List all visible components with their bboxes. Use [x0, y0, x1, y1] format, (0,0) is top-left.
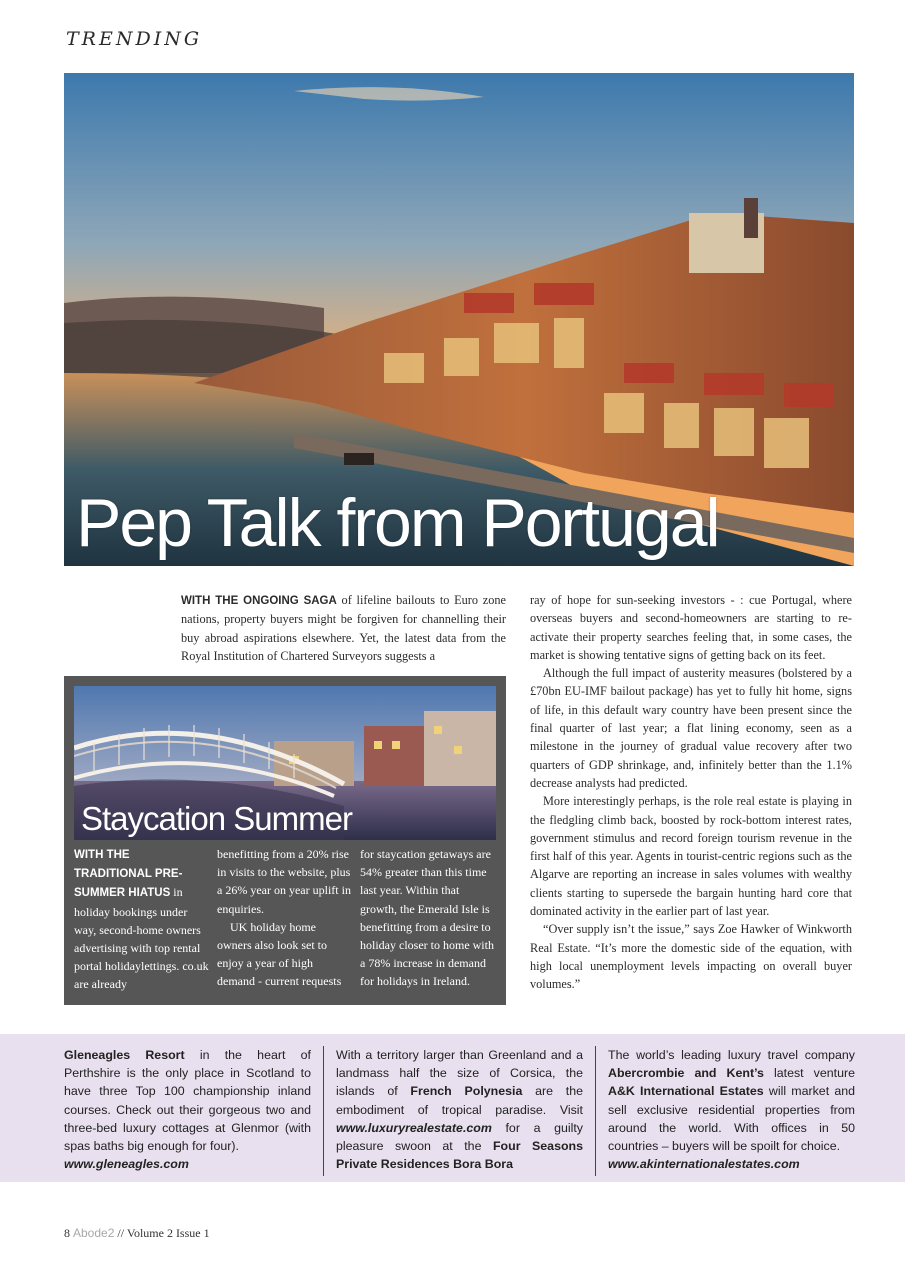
- sidebar-col2-p1: benefitting from a 20% rise in visits to the website, plus a 26% year on year uplift in enquiries.: [217, 847, 351, 916]
- ak-estates-name: A&K International Estates: [608, 1084, 764, 1099]
- four-seasons-name: Four Seasons Private Residences Bora Bora: [336, 1139, 583, 1172]
- article-lead-in: WITH THE ONGOING SAGA: [181, 595, 337, 607]
- article-paragraph-1: [181, 591, 506, 665]
- gleneagles-text: in the heart of Perthshire is the only place in Scotland to have three Top 100 championship inland courses. Check out their gorgeous two and three-bed luxury cottages at Glenmor (with spas baths big enough for four).: [64, 1048, 311, 1154]
- band-divider-1: [323, 1046, 324, 1176]
- hero-image: [64, 73, 854, 566]
- sidebar-column-2: [217, 845, 353, 991]
- sidebar-image: [74, 686, 496, 840]
- ak-company-name: Abercrombie and Kent’s: [608, 1066, 764, 1081]
- article-p1-text: of lifeline bailouts to Euro zone nations, property buyers might be forgiven for channelling their buy abroad aspirations elsewhere. Yet, the latest data from the Royal Institution of Chartered Surveyors suggests a: [181, 593, 506, 663]
- magazine-brand: Abode2: [73, 1226, 115, 1240]
- polynesia-text-1: With a territory larger than Greenland and a landmass half the size of Corsica, the islands of: [336, 1048, 583, 1099]
- article-title: Pep Talk from Portugal: [76, 485, 719, 561]
- page-footer: [64, 1226, 210, 1241]
- sidebar-col2-p2: UK holiday home owners also look set to enjoy a year of high demand - current requests: [217, 919, 342, 989]
- article-intro-column: [181, 591, 506, 665]
- ak-text-3: will market and sell exclusive residential properties from around the world. With offices in 50 countries – buyers will be spoilt for choice.: [608, 1084, 855, 1154]
- article-right-column: [530, 591, 852, 994]
- band-column-polynesia: [336, 1046, 583, 1173]
- sidebar-column-1: [74, 845, 210, 994]
- ak-text-1: The world’s leading luxury travel company: [608, 1048, 855, 1062]
- sidebar-title: Staycation Summer: [81, 800, 352, 837]
- sidebar-column-3: [360, 845, 496, 991]
- luxuryrealestate-link[interactable]: www.luxuryrealestate.com: [336, 1120, 492, 1135]
- polynesia-text-3: for a guilty pleasure swoon at the: [336, 1120, 583, 1154]
- listings-band: [0, 1034, 905, 1182]
- article-paragraph-3: More interestingly perhaps, is the role real estate is playing in the fledgling climb back, boosted by rock-bottom interest rates, government stimulus and record foreign tourism revenue in the first half of this year. Agents in tourist-centric regions such as the Algarve are reporting an increase in sales volumes with wealthy clients starting to supersede the bargain hunting hard core that dominated activity in the earlier part of last year.: [530, 794, 852, 919]
- band-divider-2: [595, 1046, 596, 1176]
- polynesia-text-2: are the embodiment of tropical paradise. Visit: [336, 1084, 583, 1117]
- ak-link[interactable]: www.akinternationalestates.com: [608, 1157, 800, 1172]
- sidebar-lead-in: WITH THE TRADITIONAL PRE-SUMMER HIATUS: [74, 849, 183, 900]
- sidebar-col1-rest: in holiday bookings under way, second-home owners advertising with top rental portal holidaylettings. co.uk are already: [74, 885, 209, 992]
- sidebar-box: [64, 676, 506, 1005]
- section-label: TRENDING: [66, 28, 203, 50]
- gleneagles-link[interactable]: www.gleneagles.com: [64, 1157, 189, 1172]
- sidebar-col3-text: for staycation getaways are 54% greater than this time last year. Within that growth, the Emerald Isle is benefitting from a desire to holiday closer to home with a 78% increase in demand for holidays in Ireland.: [360, 847, 494, 989]
- sidebar-col1-text: [74, 845, 210, 994]
- article-paragraph-2: Although the full impact of austerity measures (bolstered by a £70bn EU-IMF bailout package) has yet to fully hit home, signs of life, in this default wary country have been present since the final quarter of last year; a flat lining economy, seen as a milestone in the journey of gradual value recovery after two quarters of GDP shrinkage, and, infinitely better than the 1.1% decrease analysts had predicted.: [530, 666, 852, 790]
- gleneagles-name: Gleneagles Resort: [64, 1048, 185, 1062]
- polynesia-name: French Polynesia: [410, 1084, 523, 1099]
- article-p1-continued: ray of hope for sun-seeking investors - : cue Portugal, where overseas buyers and second-homeowners are starting to re-activate their property searches feeling that, in some cases, the market is showing tentative signs of getting back on its feet.: [530, 593, 852, 662]
- article-paragraph-4: “Over supply isn’t the issue,” says Zoe Hawker of Winkworth Real Estate. “It’s more the domestic side of the equation, with high local unemployment levels impacting on overall buyer volumes.”: [530, 922, 852, 992]
- band-column-ak: [608, 1046, 855, 1173]
- band-column-gleneagles: [64, 1046, 311, 1173]
- ak-text-2: latest venture: [763, 1066, 855, 1081]
- page-number: 8: [64, 1226, 70, 1240]
- issue-info: // Volume 2 Issue 1: [117, 1226, 210, 1240]
